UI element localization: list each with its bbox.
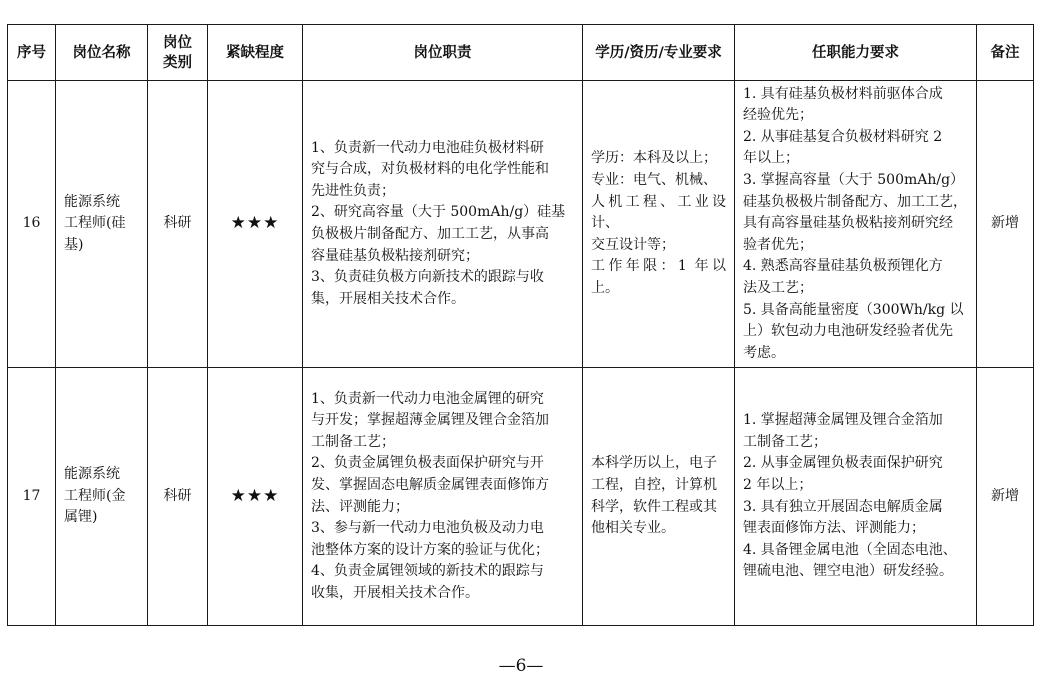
job-table [7,24,1034,626]
urgency-stars: ★★★ [208,368,303,626]
position-name: 能源系统 工程师(金 属锂) [56,368,148,626]
abilities-text: 1. 掌握超薄金属锂及锂合金箔加 工制备工艺； 2. 从事金属锂负极表面保护研究 2 年以上； 3. 具有独立开展固态电解质金属 锂表面修饰方法、评测能力； 4. 具备锂金属电池（全固态电池、 锂硫电池、锂空电池）研发经验。 [735,368,977,626]
header-position-name: 岗位名称 [56,25,148,81]
position-category: 科研 [148,81,208,368]
table-row [8,81,1034,368]
header-position-category: 岗位 类别 [148,25,208,81]
remark: 新增 [977,81,1034,368]
header-row [8,25,1034,81]
row-number: 17 [8,368,56,626]
row-number: 16 [8,81,56,368]
duties-text: 1、负责新一代动力电池硅负极材料研 究与合成，对负极材料的电化学性能和 先进性负责； 2、研究高容量（大于 500mAh/g）硅基 负极极片制备配方、加工工艺，从事高 容量硅基负极粘接剂研究； 3、负责硅负极方向新技术的跟踪与收 集，开展相关技术合作。 [303,81,583,368]
header-remark: 备注 [977,25,1034,81]
page-number: —6— [498,656,544,676]
header-abilities: 任职能力要求 [735,25,977,81]
header-urgency: 紧缺程度 [208,25,303,81]
education-text: 学历：本科及以上； 专业：电气、机械、 人机工程、工业设计、 交互设计等； 工作年限：1 年以上。 [583,81,735,368]
urgency-stars: ★★★ [208,81,303,368]
header-education: 学历/资历/专业要求 [583,25,735,81]
duties-text: 1、负责新一代动力电池金属锂的研究 与开发；掌握超薄金属锂及锂合金箔加 工制备工艺； 2、负责金属锂负极表面保护研究与开 发、掌握固态电解质金属锂表面修饰方 法、评测能力； 3、参与新一代动力电池负极及动力电 池整体方案的设计方案的验证与优化； 4、负责金属锂领域的新技术的跟踪与 收集，开展相关技术合作。 [303,368,583,626]
header-no: 序号 [8,25,56,81]
abilities-text: 1. 具有硅基负极材料前驱体合成 经验优先； 2. 从事硅基复合负极材料研究 2 年以上； 3. 掌握高容量（大于 500mAh/g） 硅基负极极片制备配方、加工工艺， 具有高容量硅基负极粘接剂研究经 验者优先； 4. 熟悉高容量硅基负极预锂化方 法及工艺； 5. 具备高能量密度（300Wh/kg 以 上）软包动力电池研发经验者优先 考虑。 [735,81,977,368]
header-duties: 岗位职责 [303,25,583,81]
position-category: 科研 [148,368,208,626]
position-name: 能源系统 工程师(硅 基) [56,81,148,368]
remark: 新增 [977,368,1034,626]
education-text: 本科学历以上，电子 工程，自控，计算机 科学，软件工程或其 他相关专业。 [583,368,735,626]
table-row [8,368,1034,626]
